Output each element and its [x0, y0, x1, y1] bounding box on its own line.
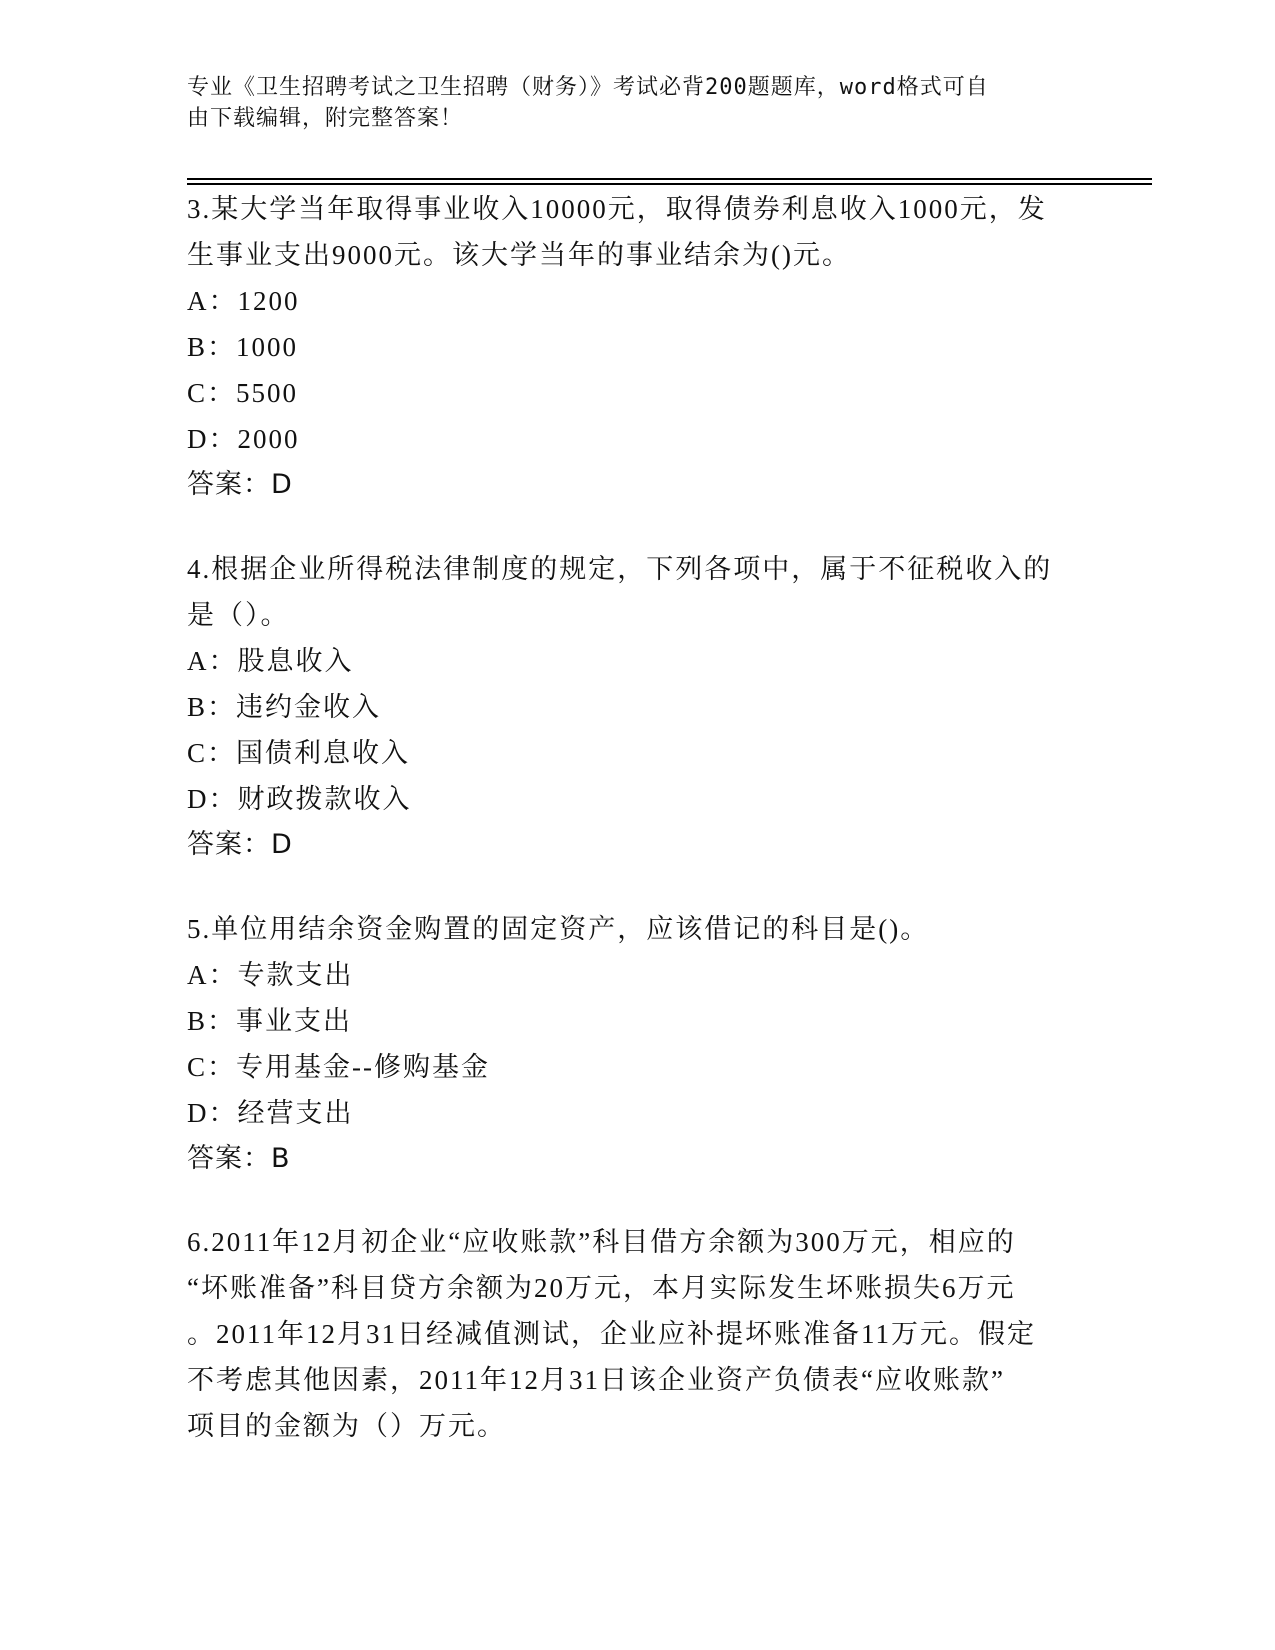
option-b: B：1000 [187, 332, 299, 362]
option-b: B：事业支出 [187, 1006, 353, 1036]
question-stem-line: 5.单位用结余资金购置的固定资产，应该借记的科目是()。 [187, 914, 930, 944]
option-a: A：专款支出 [187, 960, 354, 990]
option-a: A：股息收入 [187, 646, 354, 676]
question-stem-line: 生事业支出9000元。该大学当年的事业结余为()元。 [187, 240, 851, 270]
answer-line: 答案：D [187, 829, 293, 860]
header-line-2: 由下载编辑，附完整答案！ [187, 106, 464, 131]
option-c: C：5500 [187, 378, 299, 408]
question-stem-line: 3.某大学当年取得事业收入10000元，取得债券利息收入1000元，发 [187, 194, 1047, 224]
question-3 [187, 186, 1087, 508]
option-d: D：财政拨款收入 [187, 784, 412, 814]
question-stem-line: 4.根据企业所得税法律制度的规定，下列各项中，属于不征税收入的 [187, 554, 1053, 584]
option-c: C：国债利息收入 [187, 738, 411, 768]
header-divider-top [187, 178, 1152, 180]
header-line-1: 专业《卫生招聘考试之卫生招聘（财务）》考试必背200题题库，word格式可自 [187, 75, 989, 100]
option-a: A：1200 [187, 286, 300, 316]
question-6 [187, 1219, 1087, 1449]
answer-line: 答案：B [187, 1143, 291, 1174]
question-stem-line: 项目的金额为（）万元。 [187, 1411, 506, 1441]
question-stem-line: 6.2011年12月初企业“应收账款”科目借方余额为300万元，相应的 [187, 1227, 1016, 1257]
question-stem-line: “坏账准备”科目贷方余额为20万元，本月实际发生坏账损失6万元 [187, 1273, 1016, 1303]
question-stem-line: 是（）。 [187, 600, 290, 630]
option-d: D：经营支出 [187, 1098, 354, 1128]
option-c: C：专用基金--修购基金 [187, 1052, 490, 1082]
question-stem-line: 。2011年12月31日经减值测试，企业应补提坏账准备11万元。假定 [187, 1319, 1036, 1349]
header-divider-bottom [187, 183, 1152, 185]
question-5 [187, 906, 1087, 1182]
question-stem-line: 不考虑其他因素，2011年12月31日该企业资产负债表“应收账款” [187, 1365, 1005, 1395]
option-b: B：违约金收入 [187, 692, 382, 722]
question-4 [187, 546, 1087, 868]
document-header [187, 72, 1067, 134]
answer-line: 答案：D [187, 469, 293, 500]
option-d: D：2000 [187, 424, 300, 454]
